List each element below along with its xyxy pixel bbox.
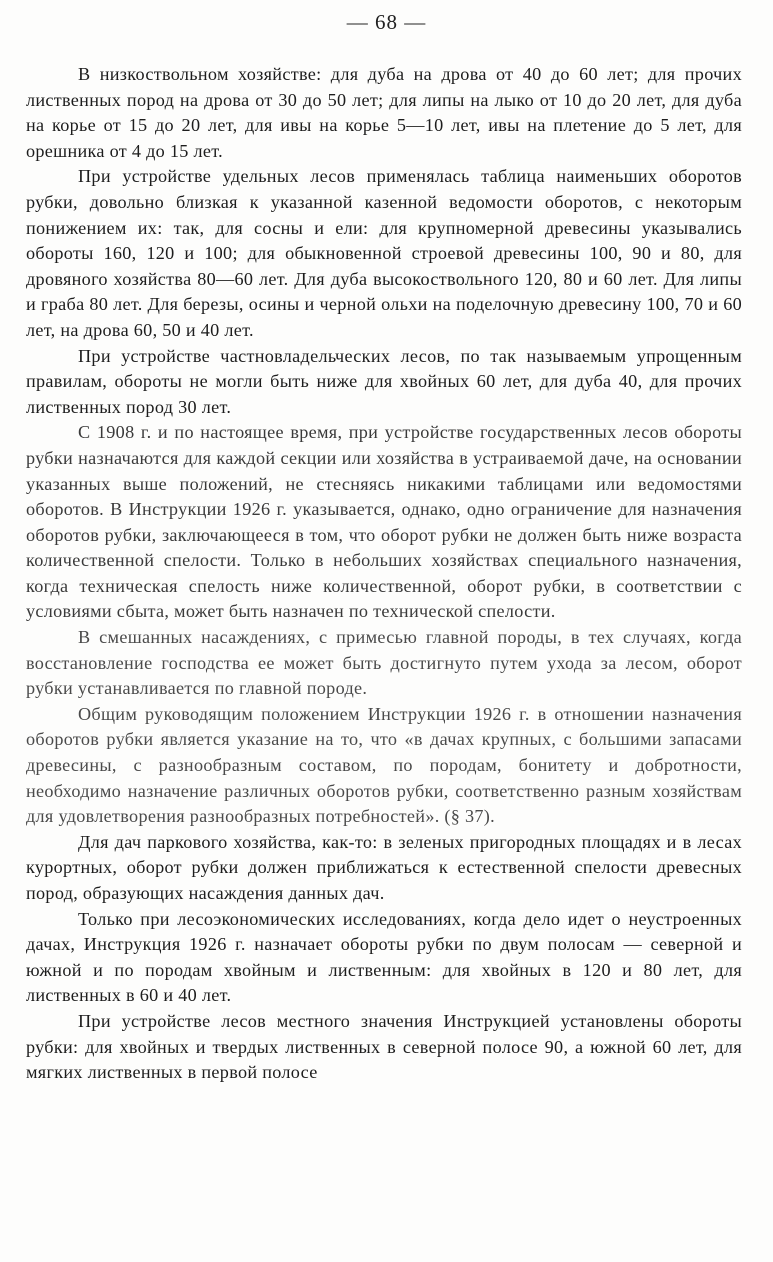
paragraph-forest-economic-research: Только при лесоэкономических исследованиях, когда дело идет о неустроенных дачах, Инструкция 1926 г. назначает обороты рубки по двум полосам — северной и южной и по породам хвойным и лиственным: для хвойных в 120 и 80 лет, для лиственных в 60 и 40 лет. [26,908,742,1006]
body-text [26,62,742,1086]
paragraph-local-forests: При устройстве лесов местного значения Инструкцией установлены обороты рубки: для хвойных и твердых лиственных в северной полосе 90, а южной 60 лет, для мягких лиственных в первой полосе [26,1010,742,1083]
paragraph-mixed-stands: В смешанных насаждениях, с примесью главной породы, в тех случаях, когда восстановление господства ее может быть достигнуто путем ухода за лесом, оборот рубки устанавливается по главной породе. [26,627,742,699]
paragraph-state-forests-1908: С 1908 г. и по настоящее время, при устройстве государственных лесов обороты рубки назначаются для каждой секции или хозяйства в устраиваемой даче, на основании указанных выше положений, не стесняясь никакими таблицами или ведомостями оборотов. В Инструкции 1926 г. указывается, однако, одно ограничение для назначения оборотов рубки, заключающееся в том, что оборот рубки не должен быть ниже возраста количественной спелости. Только в небольших хозяйствах специального назначения, когда техническая спелость ниже количественной, оборот рубки, в соответствии с условиями сбыта, может быть назначен по технической спелости. [26,422,742,622]
paragraph-instruction-1926: Общим руководящим положением Инструкции 1926 г. в отношении назначения оборотов рубки является указание на то, что «в дачах крупных, с большими запасами древесины, с разнообразным составом, по породам, бонитету и добротности, необходимо назначение различных оборотов рубки, соответственно разным хозяйствам для удовлетворения разнообразных потребностей». (§ 37). [26,703,742,827]
paragraph-coppice-rotations: В низкоствольном хозяйстве: для дуба на дрова от 40 до 60 лет; для прочих лиственных пород на дрова от 30 до 50 лет; для липы на лыко от 10 до 20 лет, для дуба на корье от 15 до 20 лет, для ивы на корье 5—10 лет, ивы на плетение до 5 лет, для орешника от 4 до 15 лет. [26,64,742,161]
page-number: — 68 — [346,10,427,34]
paragraph-park-forests: Для дач паркового хозяйства, как-то: в зеленых пригородных площадях и в лесах курортных, оборот рубки должен приближаться к естественной спелости древесных пород, образующих насаждения данных дач. [26,831,742,903]
paragraph-private-forests: При устройстве частновладельческих лесов, по так называемым упрощенным правилам, обороты не могли быть ниже для хвойных 60 лет, для дуба 40, для прочих лиственных пород 30 лет. [26,345,742,417]
paragraph-appanage-forests: При устройстве удельных лесов применялась таблица наименьших оборотов рубки, довольно близкая к указанной казенной ведомости оборотов, с некоторым понижением их: так, для сосны и ели: для крупномерной древесины указывались обороты 160, 120 и 100; для обыкновенной строевой древесины 100, 90 и 80, для дровяного хозяйства 80—60 лет. Для дуба высокоствольного 120, 80 и 60 лет. Для липы и граба 80 лет. Для березы, осины и черной ольхи на поделочную древесину 100, 70 и 60 лет, на дрова 60, 50 и 40 лет. [26,166,742,340]
